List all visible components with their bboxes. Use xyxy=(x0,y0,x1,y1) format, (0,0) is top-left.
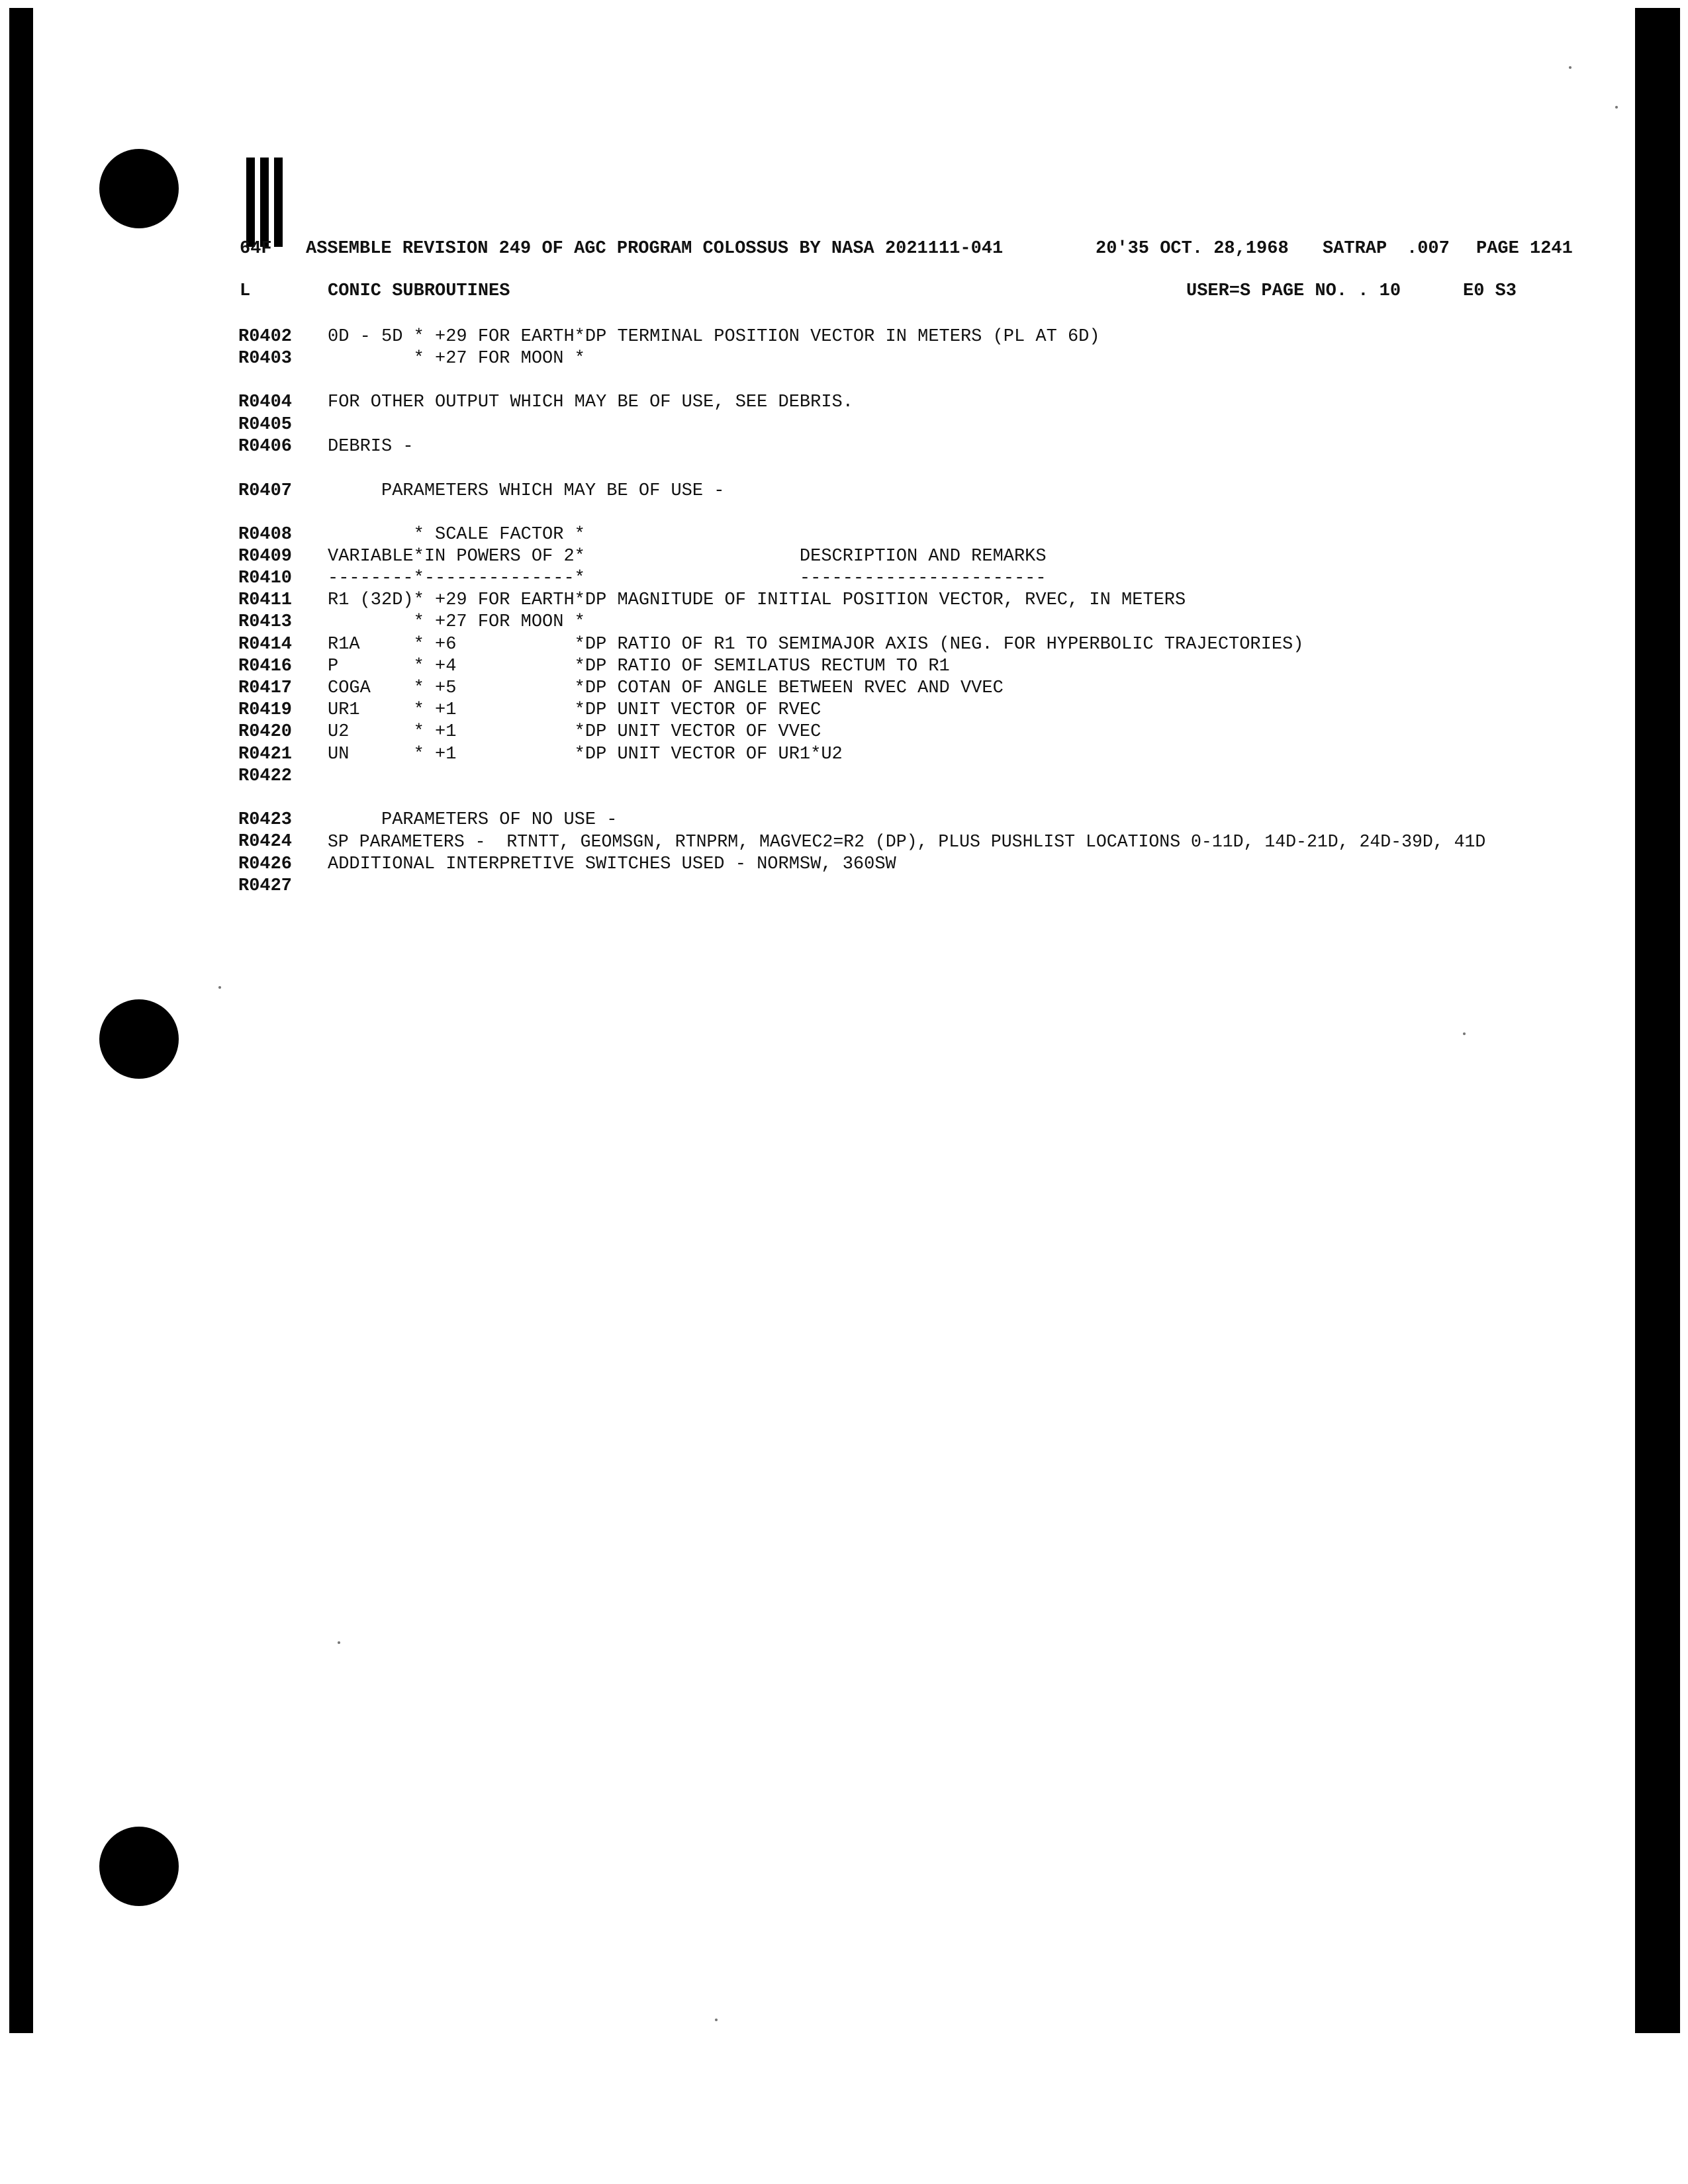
line-number: R0407 xyxy=(238,481,293,501)
listing-line: DEBRIS - xyxy=(328,437,414,457)
scan-border-left xyxy=(9,8,33,2033)
scan-speck xyxy=(338,1641,340,1644)
listing-line: * SCALE FACTOR * xyxy=(328,525,585,545)
subheader-column: L xyxy=(240,281,251,301)
line-number: R0424 xyxy=(238,832,293,852)
listing-line: PARAMETERS WHICH MAY BE OF USE - xyxy=(328,481,725,501)
line-number: R0426 xyxy=(238,854,293,874)
line-number: R0413 xyxy=(238,612,293,632)
line-number: R0416 xyxy=(238,657,293,676)
line-number: R0405 xyxy=(238,415,293,435)
line-number: R0411 xyxy=(238,590,293,610)
section-title: CONIC SUBROUTINES xyxy=(328,281,510,301)
line-number: R0409 xyxy=(238,547,293,567)
subheader-code: E0 S3 xyxy=(1463,281,1517,301)
header-page: PAGE 1241 xyxy=(1476,239,1573,259)
line-number: R0422 xyxy=(238,766,293,786)
scan-speck xyxy=(218,986,221,989)
listing-line: 0D - 5D * +29 FOR EARTH*DP TERMINAL POSITION VECTOR IN METERS (PL AT 6D) xyxy=(328,327,1100,347)
listing-line: --------*--------------* ----------------------- xyxy=(328,569,1047,588)
scan-speck xyxy=(1615,106,1618,109)
scan-speck xyxy=(715,2019,718,2021)
line-number: R0417 xyxy=(238,678,293,698)
listing-line: COGA * +5 *DP COTAN OF ANGLE BETWEEN RVEC AND VVEC xyxy=(328,678,1004,698)
listing-line: ADDITIONAL INTERPRETIVE SWITCHES USED - NORMSW, 360SW xyxy=(328,854,896,874)
scan-speck xyxy=(1569,66,1571,69)
listing-line: * +27 FOR MOON * xyxy=(328,612,585,632)
header-version: .007 xyxy=(1407,239,1450,259)
line-number: R0420 xyxy=(238,722,293,742)
header-timestamp: 20'35 OCT. 28,1968 xyxy=(1096,239,1289,259)
header-title: ASSEMBLE REVISION 249 OF AGC PROGRAM COLOSSUS BY NASA 2021111-041 xyxy=(306,239,1004,259)
line-number: R0414 xyxy=(238,635,293,655)
line-number: R0423 xyxy=(238,810,293,830)
listing-line: SP PARAMETERS - RTNTT, GEOMSGN, RTNPRM, MAGVEC2=R2 (DP), PLUS PUSHLIST LOCATIONS 0-11D, 14D-21D, 24D-39D, 41D xyxy=(328,832,1486,852)
listing-line: R1 (32D)* +29 FOR EARTH*DP MAGNITUDE OF INITIAL POSITION VECTOR, RVEC, IN METERS xyxy=(328,590,1186,610)
listing-line: * +27 FOR MOON * xyxy=(328,349,585,369)
listing-line: UR1 * +1 *DP UNIT VECTOR OF RVEC xyxy=(328,700,821,720)
listing-line: U2 * +1 *DP UNIT VECTOR OF VVEC xyxy=(328,722,821,742)
line-number: R0403 xyxy=(238,349,293,369)
listing-line: VARIABLE*IN POWERS OF 2* DESCRIPTION AND REMARKS xyxy=(328,547,1047,567)
listing-line: R1A * +6 *DP RATIO OF R1 TO SEMIMAJOR AXIS (NEG. FOR HYPERBOLIC TRAJECTORIES) xyxy=(328,635,1304,655)
header-satrap: SATRAP xyxy=(1323,239,1387,259)
user-page-number: USER=S PAGE NO. . 10 xyxy=(1186,281,1401,301)
header-marker: 64F xyxy=(240,239,272,259)
line-number: R0410 xyxy=(238,569,293,588)
listing-line: FOR OTHER OUTPUT WHICH MAY BE OF USE, SEE DEBRIS. xyxy=(328,392,853,412)
listing-line: P * +4 *DP RATIO OF SEMILATUS RECTUM TO R1 xyxy=(328,657,950,676)
registration-marks xyxy=(238,158,291,250)
line-number: R0421 xyxy=(238,745,293,764)
punch-hole xyxy=(99,149,179,228)
line-number: R0408 xyxy=(238,525,293,545)
line-number: R0402 xyxy=(238,327,293,347)
listing-line: UN * +1 *DP UNIT VECTOR OF UR1*U2 xyxy=(328,745,843,764)
punch-hole xyxy=(99,999,179,1079)
punch-hole xyxy=(99,1827,179,1906)
line-number: R0419 xyxy=(238,700,293,720)
line-number: R0427 xyxy=(238,876,293,896)
line-number: R0404 xyxy=(238,392,293,412)
listing-line: PARAMETERS OF NO USE - xyxy=(328,810,618,830)
scan-border-right xyxy=(1635,8,1680,2033)
line-number: R0406 xyxy=(238,437,293,457)
scan-speck xyxy=(1463,1032,1466,1035)
